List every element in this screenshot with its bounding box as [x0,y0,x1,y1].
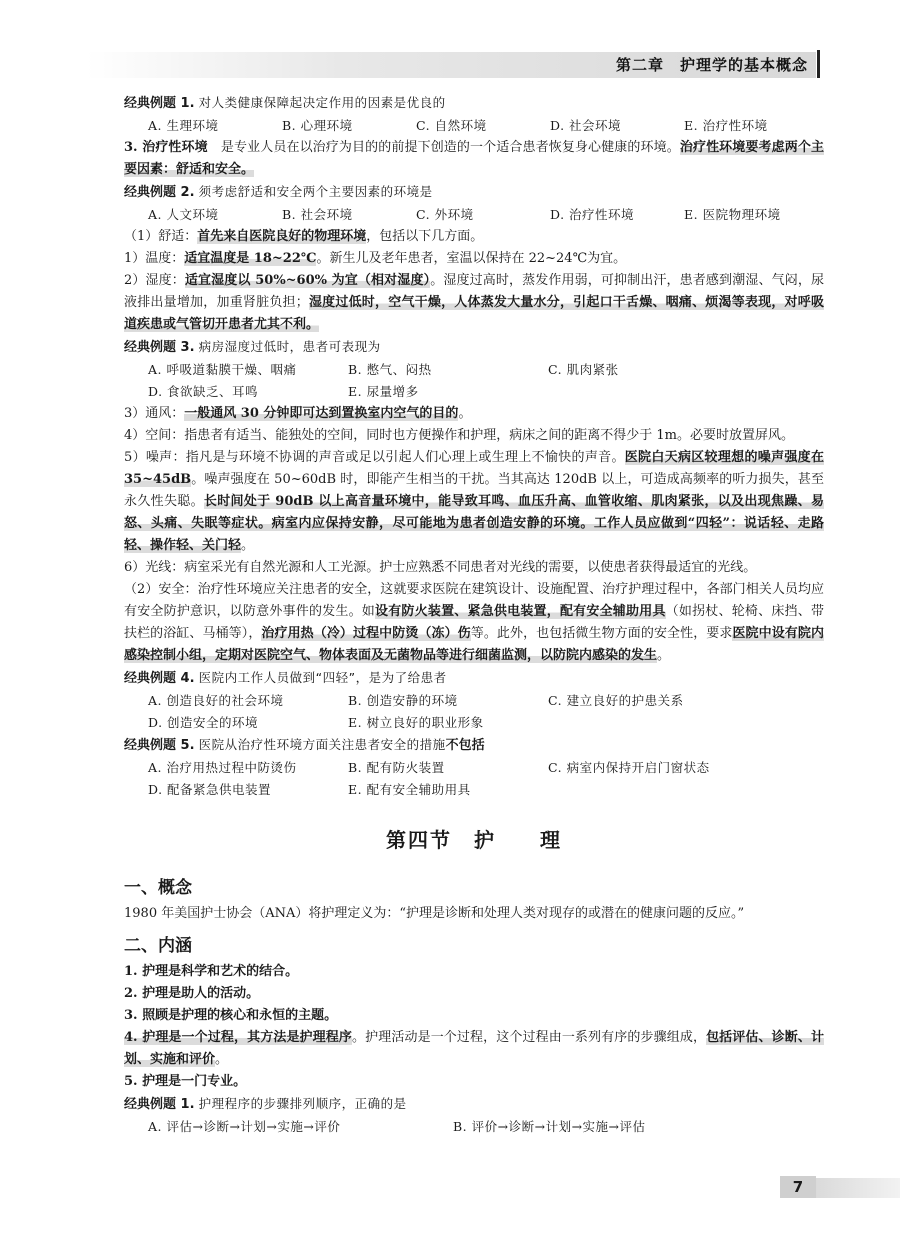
list-item [124,1027,824,1071]
option: E. 尿量增多 [348,384,419,399]
option: A. 评估→诊断→计划→实施→评价 [148,1119,341,1134]
option: C. 肌肉紧张 [548,362,619,377]
option: D. 社会环境 [550,118,622,133]
question-emphasis: 不包括 [445,738,485,753]
paragraph-safety [124,579,824,667]
option: D. 创造安全的环境 [148,715,259,730]
paragraph-text: 。噪声强度在 50~60dB 时，即能产生相当的干扰。当其高达 120dB 以上，可造成高频率的听力损失，甚至永久性失聪。 [124,472,824,509]
highlight: 首先来自医院良好的物理环境 [197,229,367,244]
paragraph-concept: 1980 年美国护士协会（ANA）将护理定义为：“护理是诊断和处理人类对现存的或潜在的健康问题的反应。” [124,906,745,921]
paragraph-text: ，包括以下几方面。 [366,229,484,244]
paragraph-text: 。 [458,406,472,421]
paragraph-text: 。护理活动是一个过程，这个过程由一系列有序的步骤组成， [352,1030,707,1045]
option: A. 治疗用热过程中防烫伤 [148,760,297,775]
example-5-options [124,757,824,779]
paragraph-therapeutic-env [124,137,824,181]
paragraph-text: 。新生儿及老年患者，室温以保持在 22~24℃为宜。 [316,251,627,266]
highlight: 医院中设有院内感染控制小组，定期对医院空气、物体表面及无菌物品等进行细菌监测，以防院内感染的发生 [124,626,824,663]
example-3-options [124,381,824,403]
list-item: 1. 护理是科学和艺术的结合。 [124,964,299,979]
highlight: 设有防火装置、紧急供电装置，配有安全辅助用具 [375,604,666,619]
paragraph-text: （1）舒适： [124,229,198,244]
paragraph-text: 是专业人员在以治疗为目的的前提下创造的一个适合患者恢复身心健康的环境。 [207,140,680,155]
highlight: 适宜温度是 18~22℃ [184,251,317,266]
page-content [124,92,824,1138]
option: A. 生理环境 [148,118,219,133]
example-6-options [124,1116,824,1138]
example-question: 医院内工作人员做到“四轻”，是为了给患者 [198,670,447,685]
example-3 [124,336,824,359]
paragraph-text: （如拐杖、轮椅、床挡、带扶栏的浴缸、马桶等）， [124,604,824,641]
example-question: 对人类健康保障起决定作用的因素是优良的 [198,95,446,110]
paragraph-humidity [124,270,824,336]
paragraph-ventilation [124,403,824,425]
option: B. 创造安静的环境 [348,693,458,708]
chapter-header: 第二章 护理学的基本概念 [615,56,808,74]
example-4-options [124,712,824,734]
option: B. 评价→诊断→计划→实施→评估 [453,1119,646,1134]
paragraph-text: 。 [215,1052,229,1067]
paragraph-text: 等。此外，也包括微生物方面的安全性，要求 [470,626,733,641]
option: C. 病室内保持开启门窗状态 [548,760,710,775]
example-label: 经典例题 4. [124,671,195,686]
example-2-options [124,204,824,226]
example-question: 医院从治疗性环境方面关注患者安全的措施 [198,737,446,752]
highlight: 医院白天病区较理想的噪声强度在 35~45dB [124,450,824,487]
list-item: 5. 护理是一门专业。 [124,1074,247,1089]
example-6 [124,1093,824,1116]
example-label: 经典例题 5. [124,738,195,753]
option: B. 心理环境 [282,118,353,133]
option: D. 治疗性环境 [550,207,635,222]
option: D. 食欲缺乏、耳鸣 [148,384,259,399]
example-question: 护理程序的步骤排列顺序，正确的是 [198,1096,407,1111]
section-title: 第四节 护 理 [386,828,562,852]
paragraph-comfort [124,226,824,248]
highlight: 包括评估、诊断、计划、实施和评价 [124,1030,824,1067]
paragraph-text: 1）温度： [124,251,185,266]
list-item: 3. 照顾是护理的核心和永恒的主题。 [124,1008,338,1023]
heading-meaning: 二、内涵 [124,936,192,956]
highlight: 一般通风 30 分钟即可达到置换室内空气的目的 [184,406,459,421]
option: E. 医院物理环境 [684,207,781,222]
example-4-options [124,690,824,712]
option: A. 创造良好的社会环境 [148,693,284,708]
highlight: 治疗用热（冷）过程中防烫（冻）伤 [261,626,471,641]
heading-concept: 一、概念 [124,878,192,898]
example-label: 经典例题 2. [124,185,195,200]
term: 3. 治疗性环境 [124,140,208,155]
example-label: 经典例题 1. [124,1097,195,1112]
example-label: 经典例题 3. [124,340,195,355]
paragraph-text: 。 [657,648,671,663]
paragraph-temperature [124,248,824,270]
paragraph-text: 。 [241,538,255,553]
paragraph-noise [124,447,824,557]
example-5 [124,734,824,757]
example-4 [124,667,824,690]
paragraph-text: 3）通风： [124,406,185,421]
option: A. 呼吸道黏膜干燥、咽痛 [148,362,297,377]
option: E. 治疗性环境 [684,118,768,133]
highlight: 湿度过低时，空气干燥，人体蒸发大量水分，引起口干舌燥、咽痛、烦渴等表现，对呼吸道疾患或气管切开患者尤其不利。 [124,295,824,332]
example-1-options [124,115,824,137]
example-3-options [124,359,824,381]
example-question: 病房湿度过低时，患者可表现为 [198,339,381,354]
paragraph-text: （2）安全：治疗性环境应关注患者的安全，这就要求医院在建筑设计、设施配置、治疗护理过程中，各部门相关人员均应有安全防护意识，以防意外事件的发生。如 [124,582,824,619]
option: E. 树立良好的职业形象 [348,715,484,730]
example-label: 经典例题 1. [124,96,195,111]
example-question: 须考虑舒适和安全两个主要因素的环境是 [198,184,433,199]
page-number: 7 [780,1176,816,1198]
option: C. 外环境 [416,207,474,222]
option: B. 社会环境 [282,207,353,222]
example-1 [124,92,824,115]
header-divider [817,50,820,78]
option: C. 自然环境 [416,118,487,133]
paragraph-space: 4）空间：指患者有适当、能独处的空间，同时也方便操作和护理，病床之间的距离不得少于 1m。必要时放置屏风。 [124,428,795,443]
paragraph-text: 5）噪声：指凡是与环境不协调的声音或足以引起人们心理上或生理上不愉快的声音。 [124,450,625,465]
option: E. 配有安全辅助用具 [348,782,471,797]
highlight: 4. 护理是一个过程，其方法是护理程序 [124,1030,353,1045]
list-item: 2. 护理是助人的活动。 [124,986,260,1001]
option: C. 建立良好的护患关系 [548,693,684,708]
example-5-options [124,779,824,801]
paragraph-text: 。湿度过高时，蒸发作用弱，可抑制出汗，患者感到潮湿、气闷，尿液排出量增加，加重肾脏负担； [124,273,824,310]
highlight: 治疗性环境要考虑两个主要因素：舒适和安全。 [124,140,824,177]
highlight: 长时间处于 90dB 以上高音量环境中，能导致耳鸣、血压升高、血管收缩、肌肉紧张，以及出现焦躁、易怒、头痛、失眠等症状。病室内应保持安静，尽可能地为患者创造安静的环境。工作人员应做到“四轻”：说话轻、走路轻、操作轻、关门轻 [124,494,824,553]
paragraph-light: 6）光线：病室采光有自然光源和人工光源。护士应熟悉不同患者对光线的需要，以使患者获得最适宜的光线。 [124,560,757,575]
option: D. 配备紧急供电装置 [148,782,272,797]
example-2 [124,181,824,204]
option: A. 人文环境 [148,207,219,222]
option: B. 配有防火装置 [348,760,445,775]
option: B. 憋气、闷热 [348,362,432,377]
highlight: 适宜湿度以 50%~60% 为宜（相对湿度） [184,273,431,288]
paragraph-text: 2）湿度： [124,273,185,288]
